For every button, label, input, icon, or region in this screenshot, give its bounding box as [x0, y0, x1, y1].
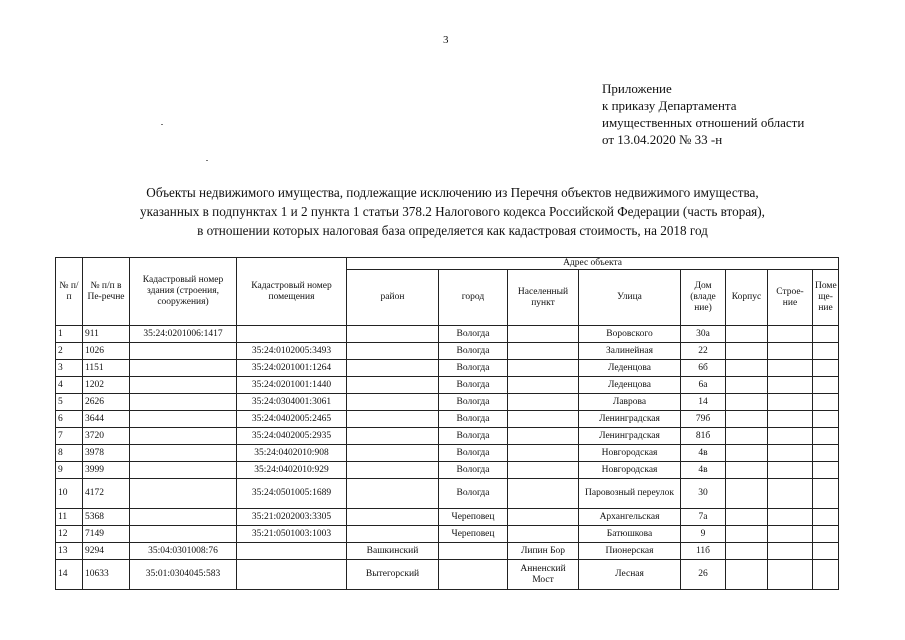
row-num-cell: 10: [56, 479, 83, 509]
room-cell: [813, 377, 839, 394]
district-cell: [347, 394, 439, 411]
premises-cadastral-cell: 35:24:0402005:2465: [237, 411, 347, 428]
district-cell: [347, 526, 439, 543]
district-cell: [347, 479, 439, 509]
header-settlement: Населенный пункт: [508, 270, 579, 326]
korpus-cell: [726, 343, 768, 360]
building-cadastral-cell: [130, 462, 237, 479]
street-cell: Архангельская: [579, 509, 681, 526]
city-cell: Череповец: [439, 509, 508, 526]
list-num-cell: 7149: [83, 526, 130, 543]
row-num-cell: 12: [56, 526, 83, 543]
korpus-cell: [726, 543, 768, 560]
structure-cell: [768, 411, 813, 428]
premises-cadastral-cell: 35:21:0501003:1003: [237, 526, 347, 543]
settlement-cell: [508, 411, 579, 428]
list-num-cell: 5368: [83, 509, 130, 526]
street-cell: Батюшкова: [579, 526, 681, 543]
appendix-block: [602, 80, 804, 148]
list-num-cell: 1151: [83, 360, 130, 377]
header-house: Дом (владе ние): [681, 270, 726, 326]
structure-cell: [768, 526, 813, 543]
list-num-cell: 3720: [83, 428, 130, 445]
list-num-cell: 1026: [83, 343, 130, 360]
city-cell: Вологда: [439, 360, 508, 377]
korpus-cell: [726, 360, 768, 377]
district-cell: [347, 343, 439, 360]
premises-cadastral-cell: [237, 543, 347, 560]
room-cell: [813, 479, 839, 509]
house-cell: 9: [681, 526, 726, 543]
house-cell: 30: [681, 479, 726, 509]
city-cell: Вологда: [439, 462, 508, 479]
row-num-cell: 8: [56, 445, 83, 462]
premises-cadastral-cell: 35:24:0304001:3061: [237, 394, 347, 411]
row-num-cell: 11: [56, 509, 83, 526]
korpus-cell: [726, 377, 768, 394]
building-cadastral-cell: [130, 343, 237, 360]
settlement-cell: [508, 360, 579, 377]
table-row: [56, 462, 839, 479]
appendix-line: Приложение: [602, 81, 672, 96]
house-cell: 6б: [681, 360, 726, 377]
settlement-cell: [508, 326, 579, 343]
list-num-cell: 2626: [83, 394, 130, 411]
settlement-cell: [508, 394, 579, 411]
settlement-cell: [508, 377, 579, 394]
settlement-cell: [508, 479, 579, 509]
house-cell: 26: [681, 560, 726, 590]
city-cell: Череповец: [439, 526, 508, 543]
scan-speck: [206, 160, 208, 161]
street-cell: Залинейная: [579, 343, 681, 360]
appendix-line: от 13.04.2020 № 33 -н: [602, 132, 723, 147]
structure-cell: [768, 543, 813, 560]
street-cell: Воровского: [579, 326, 681, 343]
district-cell: [347, 411, 439, 428]
row-num-cell: 9: [56, 462, 83, 479]
city-cell: Вологда: [439, 411, 508, 428]
district-cell: [347, 377, 439, 394]
scan-speck: [161, 124, 163, 125]
street-cell: Паровозный переулок: [579, 479, 681, 509]
structure-cell: [768, 445, 813, 462]
korpus-cell: [726, 326, 768, 343]
premises-cadastral-cell: 35:24:0402010:929: [237, 462, 347, 479]
korpus-cell: [726, 509, 768, 526]
premises-cadastral-cell: 35:24:0201001:1264: [237, 360, 347, 377]
structure-cell: [768, 360, 813, 377]
structure-cell: [768, 394, 813, 411]
table-body: [56, 326, 839, 590]
district-cell: Вытегорский: [347, 560, 439, 590]
table-row: [56, 445, 839, 462]
room-cell: [813, 543, 839, 560]
house-cell: 79б: [681, 411, 726, 428]
room-cell: [813, 445, 839, 462]
row-num-cell: 4: [56, 377, 83, 394]
list-num-cell: 9294: [83, 543, 130, 560]
table-row: [56, 360, 839, 377]
appendix-line: имущественных отношений области: [602, 115, 805, 130]
city-cell: Вологда: [439, 326, 508, 343]
header-korpus: Корпус: [726, 270, 768, 326]
title-line: в отношении которых налоговая база определяется как кадастровая стоимость, на 2018 год: [197, 223, 708, 238]
street-cell: Леденцова: [579, 360, 681, 377]
row-num-cell: 5: [56, 394, 83, 411]
settlement-cell: [508, 526, 579, 543]
table-row: [56, 343, 839, 360]
building-cadastral-cell: 35:24:0201006:1417: [130, 326, 237, 343]
city-cell: Вологда: [439, 343, 508, 360]
korpus-cell: [726, 462, 768, 479]
settlement-cell: Липин Бор: [508, 543, 579, 560]
district-cell: [347, 445, 439, 462]
structure-cell: [768, 462, 813, 479]
building-cadastral-cell: 35:04:0301008:76: [130, 543, 237, 560]
appendix-line: к приказу Департамента: [602, 98, 737, 113]
room-cell: [813, 428, 839, 445]
building-cadastral-cell: [130, 479, 237, 509]
street-cell: Лаврова: [579, 394, 681, 411]
korpus-cell: [726, 445, 768, 462]
house-cell: 4в: [681, 445, 726, 462]
structure-cell: [768, 509, 813, 526]
room-cell: [813, 526, 839, 543]
header-premises-cadastral: Кадастровый номер помещения: [237, 258, 347, 326]
structure-cell: [768, 428, 813, 445]
settlement-cell: Анненский Мост: [508, 560, 579, 590]
header-street: Улица: [579, 270, 681, 326]
list-num-cell: 3978: [83, 445, 130, 462]
header-list-num: № п/п в Пе-речне: [83, 258, 130, 326]
premises-cadastral-cell: 35:24:0102005:3493: [237, 343, 347, 360]
premises-cadastral-cell: 35:24:0402010:908: [237, 445, 347, 462]
header-city: город: [439, 270, 508, 326]
room-cell: [813, 509, 839, 526]
city-cell: Вологда: [439, 394, 508, 411]
building-cadastral-cell: 35:01:0304045:583: [130, 560, 237, 590]
table-row: [56, 326, 839, 343]
room-cell: [813, 462, 839, 479]
structure-cell: [768, 343, 813, 360]
settlement-cell: [508, 343, 579, 360]
house-cell: 7а: [681, 509, 726, 526]
house-cell: 30а: [681, 326, 726, 343]
street-cell: Новгородская: [579, 445, 681, 462]
street-cell: Новгородская: [579, 462, 681, 479]
house-cell: 4в: [681, 462, 726, 479]
premises-cadastral-cell: 35:21:0202003:3305: [237, 509, 347, 526]
header-building-cadastral: Кадастровый номер здания (строения, сооружения): [130, 258, 237, 326]
header-num: № п/п: [56, 258, 83, 326]
header-address-group: Адрес объекта: [347, 258, 839, 270]
premises-cadastral-cell: [237, 560, 347, 590]
city-cell: Вологда: [439, 479, 508, 509]
building-cadastral-cell: [130, 360, 237, 377]
building-cadastral-cell: [130, 428, 237, 445]
room-cell: [813, 326, 839, 343]
row-num-cell: 3: [56, 360, 83, 377]
table-row: [56, 428, 839, 445]
document-title: [40, 183, 865, 240]
row-num-cell: 2: [56, 343, 83, 360]
street-cell: Пионерская: [579, 543, 681, 560]
building-cadastral-cell: [130, 394, 237, 411]
house-cell: 81б: [681, 428, 726, 445]
table-row: [56, 526, 839, 543]
page-number: 3: [443, 34, 449, 46]
city-cell: Вологда: [439, 377, 508, 394]
premises-cadastral-cell: 35:24:0501005:1689: [237, 479, 347, 509]
list-num-cell: 4172: [83, 479, 130, 509]
premises-cadastral-cell: 35:24:0201001:1440: [237, 377, 347, 394]
row-num-cell: 1: [56, 326, 83, 343]
korpus-cell: [726, 479, 768, 509]
street-cell: Ленинградская: [579, 428, 681, 445]
list-num-cell: 911: [83, 326, 130, 343]
city-cell: Вологда: [439, 445, 508, 462]
premises-cadastral-cell: [237, 326, 347, 343]
district-cell: [347, 326, 439, 343]
table-row: [56, 543, 839, 560]
street-cell: Леденцова: [579, 377, 681, 394]
table-row: [56, 411, 839, 428]
building-cadastral-cell: [130, 411, 237, 428]
house-cell: 14: [681, 394, 726, 411]
premises-cadastral-cell: 35:24:0402005:2935: [237, 428, 347, 445]
street-cell: Ленинградская: [579, 411, 681, 428]
title-line: Объекты недвижимого имущества, подлежащие исключению из Перечня объектов недвижимого имущества,: [146, 185, 759, 200]
structure-cell: [768, 479, 813, 509]
korpus-cell: [726, 394, 768, 411]
row-num-cell: 13: [56, 543, 83, 560]
row-num-cell: 6: [56, 411, 83, 428]
structure-cell: [768, 560, 813, 590]
list-num-cell: 3999: [83, 462, 130, 479]
table-row: [56, 509, 839, 526]
building-cadastral-cell: [130, 509, 237, 526]
table-row: [56, 394, 839, 411]
table-row: [56, 479, 839, 509]
district-cell: [347, 428, 439, 445]
building-cadastral-cell: [130, 377, 237, 394]
settlement-cell: [508, 509, 579, 526]
row-num-cell: 7: [56, 428, 83, 445]
settlement-cell: [508, 462, 579, 479]
table-row: [56, 377, 839, 394]
district-cell: [347, 462, 439, 479]
city-cell: [439, 543, 508, 560]
city-cell: Вологда: [439, 428, 508, 445]
header-structure: Строе-ние: [768, 270, 813, 326]
city-cell: [439, 560, 508, 590]
structure-cell: [768, 326, 813, 343]
settlement-cell: [508, 428, 579, 445]
objects-table: [55, 257, 839, 590]
header-district: район: [347, 270, 439, 326]
structure-cell: [768, 377, 813, 394]
room-cell: [813, 411, 839, 428]
korpus-cell: [726, 428, 768, 445]
title-line: указанных в подпунктах 1 и 2 пункта 1 статьи 378.2 Налогового кодекса Российской Федерации (часть вторая),: [140, 204, 765, 219]
korpus-cell: [726, 411, 768, 428]
korpus-cell: [726, 560, 768, 590]
settlement-cell: [508, 445, 579, 462]
room-cell: [813, 343, 839, 360]
house-cell: 6а: [681, 377, 726, 394]
korpus-cell: [726, 526, 768, 543]
row-num-cell: 14: [56, 560, 83, 590]
list-num-cell: 10633: [83, 560, 130, 590]
list-num-cell: 3644: [83, 411, 130, 428]
table-row: [56, 560, 839, 590]
street-cell: Лесная: [579, 560, 681, 590]
house-cell: 11б: [681, 543, 726, 560]
header-room: Поме ще-ние: [813, 270, 839, 326]
room-cell: [813, 394, 839, 411]
room-cell: [813, 360, 839, 377]
house-cell: 22: [681, 343, 726, 360]
building-cadastral-cell: [130, 526, 237, 543]
district-cell: Вашкинский: [347, 543, 439, 560]
room-cell: [813, 560, 839, 590]
list-num-cell: 1202: [83, 377, 130, 394]
district-cell: [347, 509, 439, 526]
building-cadastral-cell: [130, 445, 237, 462]
district-cell: [347, 360, 439, 377]
